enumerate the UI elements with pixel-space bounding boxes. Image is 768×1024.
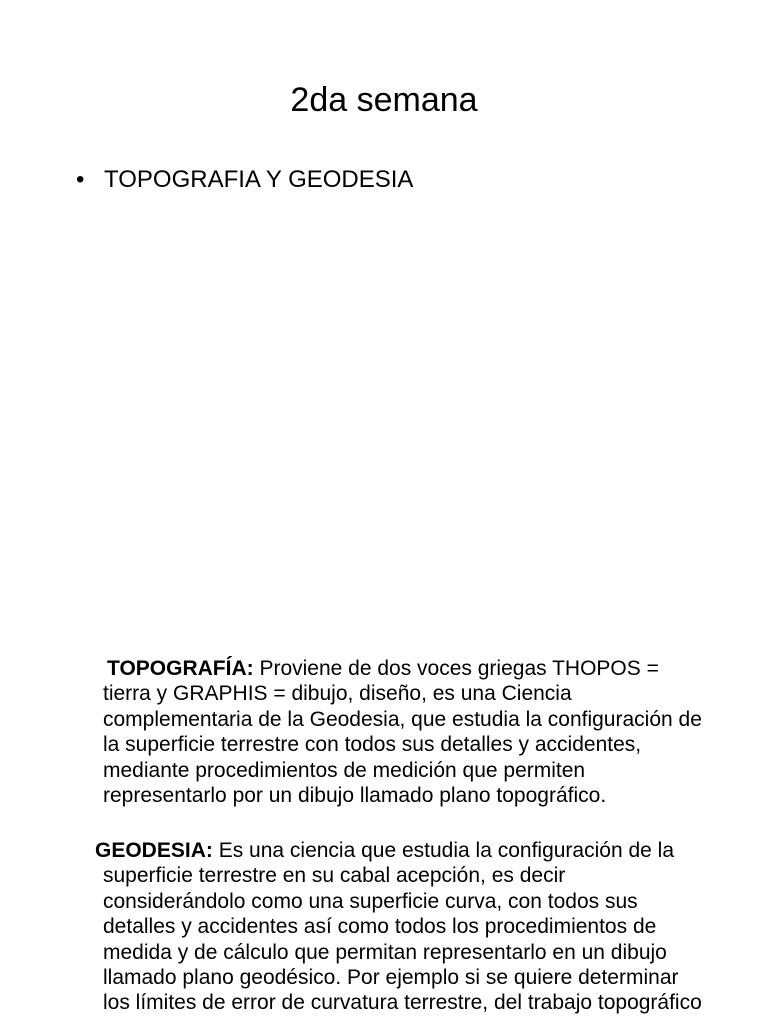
bullet-item	[76, 163, 413, 197]
definition-body: Proviene de dos voces griegas THOPOS = tierra y GRAPHIS = dibujo, diseño, es una Ciencia complementaria de la Geodesia, que estudia la configuración de la superficie terrestre con todos sus detalles y accidentes, mediante procedimientos de medición que permiten representarlo por un dibujo llamado plano topográfico.	[103, 657, 702, 808]
bullet-list	[76, 163, 413, 197]
definition-topografia	[103, 656, 703, 808]
slide-title: 2da semana	[290, 81, 478, 119]
definition-term: TOPOGRAFÍA:	[107, 657, 254, 680]
definition-geodesia	[95, 838, 703, 1016]
bullet-text: TOPOGRAFIA Y GEODESIA	[104, 166, 414, 193]
bullet-glyph: •	[76, 166, 85, 193]
definition-term: GEODESIA:	[95, 839, 213, 862]
definition-body: Es una ciencia que estudia la configuración de la superficie terrestre en su cabal acepción, es decir considerándolo como una superficie curva, con todos sus detalles y accidentes así como todos los procedimientos de medida y de cálculo que permitan representarlo en un dibujo llamado plano geodésico. Por ejemplo si se quiere determinar los límites de error de curvatura terrestre, del trabajo topográfico	[103, 839, 702, 1015]
